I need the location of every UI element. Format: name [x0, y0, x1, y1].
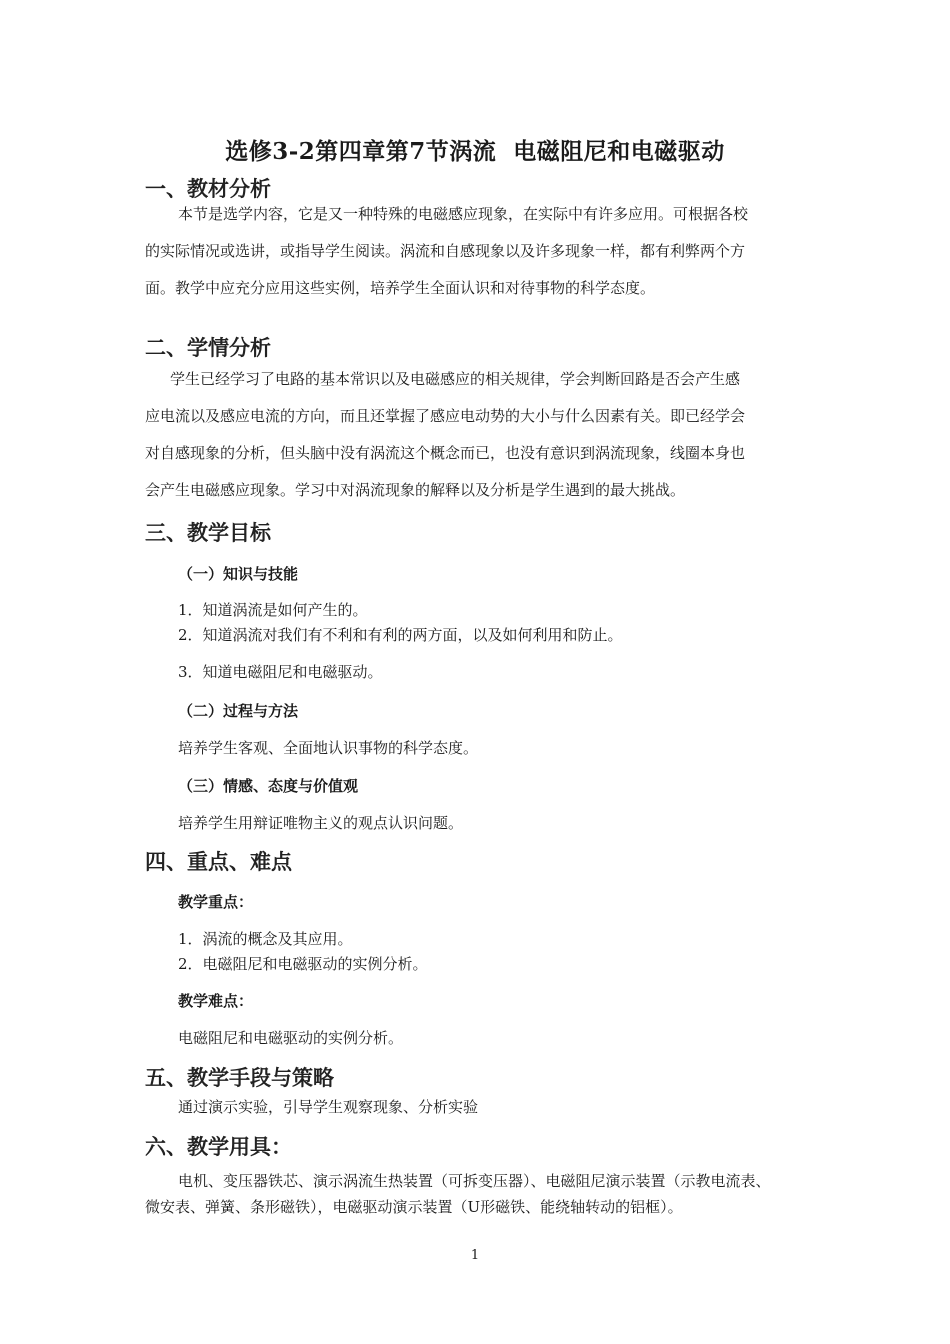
list-item: 1．涡流的概念及其应用。	[178, 930, 353, 948]
paragraph-line: 培养学生客观、全面地认识事物的科学态度。	[178, 739, 479, 757]
subheading-knowledge-skills: （一）知识与技能	[178, 565, 299, 583]
section-heading-teaching-objectives: 三、教学目标	[145, 521, 271, 545]
list-item: 3．知道电磁阻尼和电磁驱动。	[178, 663, 383, 681]
paragraph-line: 培养学生用辩证唯物主义的观点认识问题。	[178, 814, 464, 832]
subheading-process-method: （二）过程与方法	[178, 702, 299, 720]
section-heading-key-points: 四、重点、难点	[145, 850, 292, 874]
subheading-emotion-values: （三）情感、态度与价值观	[178, 777, 359, 795]
label-teaching-difficulty: 教学难点：	[178, 992, 254, 1010]
page-number: 1	[470, 1248, 480, 1263]
section-heading-textbook-analysis: 一、教材分析	[145, 177, 271, 201]
list-item: 2．知道涡流对我们有不利和有利的两方面，以及如何利用和防止。	[178, 626, 623, 644]
section-heading-teaching-means: 五、教学手段与策略	[145, 1066, 334, 1090]
label-teaching-focus: 教学重点：	[178, 893, 254, 911]
paragraph-line: 本节是选学内容，它是又一种特殊的电磁感应现象，在实际中有许多应用。可根据各校	[178, 205, 749, 223]
paragraph-line: 电机、变压器铁芯、演示涡流生热装置（可拆变压器）、电磁阻尼演示装置（示教电流表、	[178, 1172, 771, 1190]
section-heading-teaching-tools: 六、教学用具：	[145, 1135, 292, 1159]
paragraph-line: 电磁阻尼和电磁驱动的实例分析。	[178, 1029, 404, 1047]
paragraph-line: 通过演示实验，引导学生观察现象、分析实验	[178, 1098, 479, 1116]
list-item: 1．知道涡流是如何产生的。	[178, 601, 368, 619]
paragraph-line: 微安表、弹簧、条形磁铁），电磁驱动演示装置（U形磁铁、能绕轴转动的铝框）。	[145, 1198, 683, 1216]
paragraph-line: 学生已经学习了电路的基本常识以及电磁感应的相关规律，学会判断回路是否会产生感	[170, 370, 741, 388]
paragraph-line: 面。教学中应充分应用这些实例，培养学生全面认识和对待事物的科学态度。	[145, 279, 656, 297]
paragraph-line: 的实际情况或选讲，或指导学生阅读。涡流和自感现象以及许多现象一样，都有利弊两个方	[145, 242, 746, 260]
paragraph-line: 应电流以及感应电流的方向，而且还掌握了感应电动势的大小与什么因素有关。即已经学会	[145, 407, 746, 425]
section-heading-student-analysis: 二、学情分析	[145, 336, 271, 360]
paragraph-line: 对自感现象的分析，但头脑中没有涡流这个概念而已，也没有意识到涡流现象，线圈本身也	[145, 444, 746, 462]
paragraph-line: 会产生电磁感应现象。学习中对涡流现象的解释以及分析是学生遇到的最大挑战。	[145, 481, 686, 499]
list-item: 2．电磁阻尼和电磁驱动的实例分析。	[178, 955, 428, 973]
document-title: 选修3-2第四章第7节涡流 电磁阻尼和电磁驱动	[225, 138, 725, 165]
